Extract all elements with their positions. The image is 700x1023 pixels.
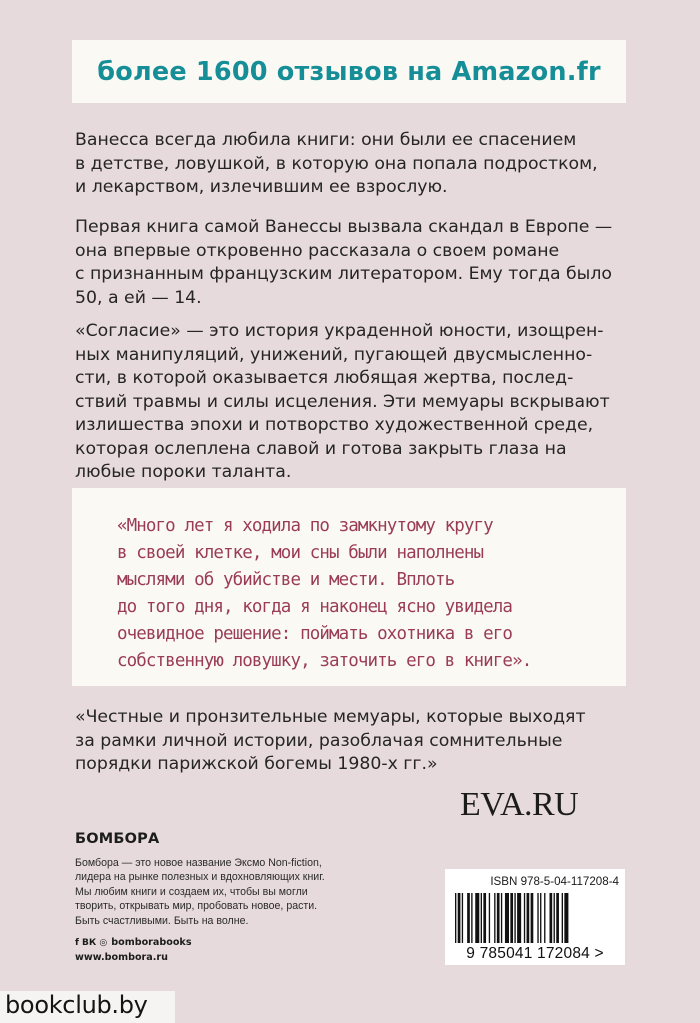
watermark (0, 991, 175, 1023)
barcode-digits: 9 785041 172084 > (466, 945, 604, 962)
review-quote: «Честные и пронзительные мемуары, которые выходят за рамки личной истории, разоблачая сомнительные порядки парижской богемы 1980-х гг.» (75, 707, 586, 774)
publisher-website: www.bombora.ru (75, 952, 168, 963)
social-icons: f ВК ◎ (75, 937, 108, 948)
isbn-block (445, 869, 625, 965)
social-handle: bomborabooks (111, 937, 192, 948)
isbn-label: ISBN 978-5-04-117208-4 (490, 875, 619, 888)
watermark-text: bookclub.by (5, 991, 148, 1019)
description-paragraph-2: Первая книга самой Ванессы вызвала скандал в Европе — она впервые откровенно рассказала о своем романе с признанным французским литератором. Ему тогда было 50, а ей — 14. (75, 217, 613, 308)
description-paragraph-3: «Согласие» — это история украденной юности, изощрен- ных манипуляций, унижений, пугающей двусмысленно- сти, в которой оказывается любящая жертва, послед- ствий травмы и силы исцеления. Эти мемуары вскрывают излишества эпохи и потворство художественной среде, которая ослеплена славой и готова закрыть глаза на любые пороки таланта. (75, 321, 610, 482)
barcode-icon (451, 893, 617, 943)
social-links (75, 937, 192, 948)
amazon-reviews-banner (72, 40, 626, 103)
author-quote: «Много лет я ходила по замкнутому кругу в своей клетке, мои сны были наполнены мыслями об убийстве и мести. Вплоть до того дня, когда я наконец ясно увидела очевидное решение: поймать охотника в его собственную ловушку, заточить его в книге». (117, 516, 532, 671)
publisher-logo: БОМБОРА (75, 831, 160, 847)
review-source: EVA.RU (460, 786, 579, 823)
description-paragraph-1: Ванесса всегда любила книги: они были ее спасением в детстве, ловушкой, в которую она попала подростком, и лекарством, излечившим ее взрослую. (75, 130, 598, 197)
banner-text: более 1600 отзывов на Amazon.fr (97, 56, 601, 87)
author-quote-box (72, 488, 626, 686)
publisher-description: Бомбора — это новое название Эксмо Non-fiction, лидера на рынке полезных и вдохновляющих книг. Мы любим книги и создаем их, чтобы вы могли творить, открывать мир, пробовать новое, расти. Быть счастливыми. Быть на волне. (75, 857, 325, 927)
